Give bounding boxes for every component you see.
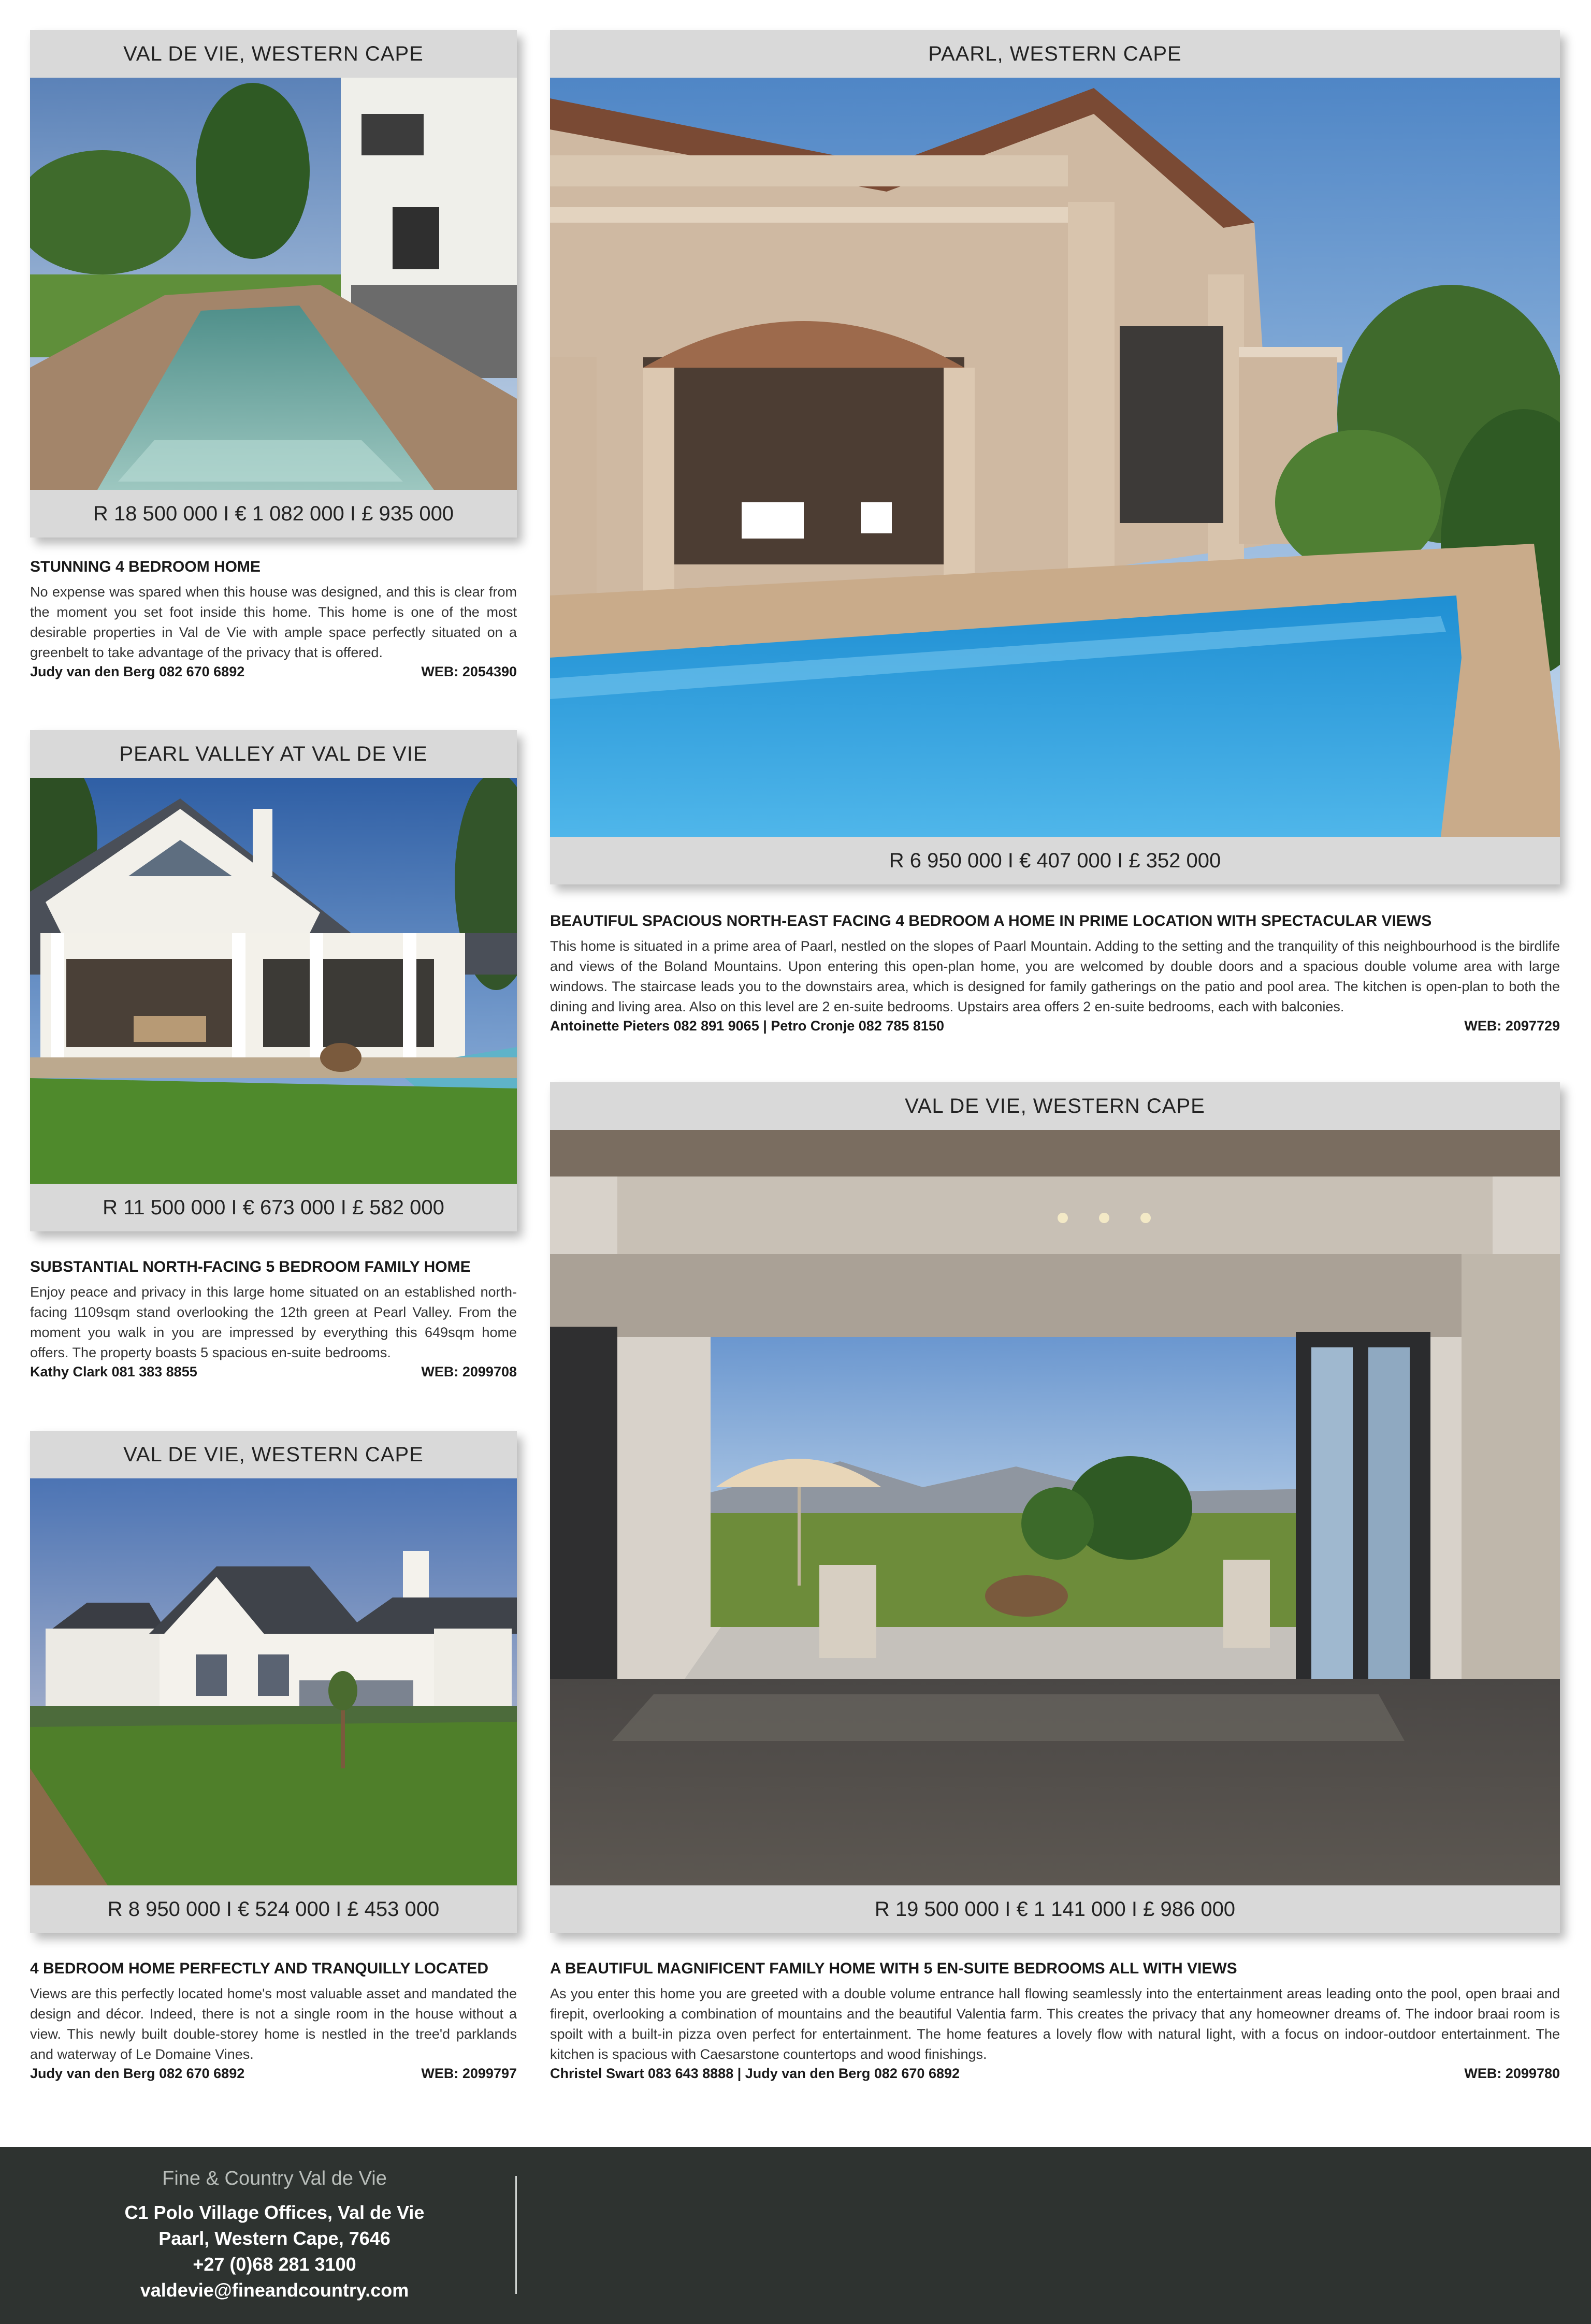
agent-contacts: Judy van den Berg 082 670 6892 <box>30 2066 245 2081</box>
agent-contacts: Judy van den Berg 082 670 6892 <box>30 664 245 679</box>
listing-title: STUNNING 4 BEDROOM HOME <box>30 558 261 575</box>
property-photo <box>30 778 517 1184</box>
property-photo <box>30 1478 517 1885</box>
web-reference: WEB: 2099780 <box>1464 2066 1560 2081</box>
agent-contacts: Kathy Clark 081 383 8855 <box>30 1364 197 1379</box>
web-reference: WEB: 2097729 <box>1464 1018 1560 1034</box>
listing-description-3 <box>30 1960 517 2082</box>
listing-body: No expense was spared when this house was designed, and this is clear from the moment you set foot inside this home. This home is one of the most desirable properties in Val de Vie with ample space perfectly situated on a greenbelt to take advantage of the privacy that is offered. <box>30 584 517 660</box>
location-header: PEARL VALLEY AT VAL DE VIE <box>30 730 517 778</box>
listing-body: As you enter this home you are greeted with a double volume entrance hall flowing seamlessly into the entertainment areas leading onto the pool, open braai and firepit, overlooking a combination of mountains and the beautiful Valentia farm. This creates the privacy that any homeowner dreams of. The indoor braai room is spoilt with a built-in pizza oven perfect for entertainment. The home features a lovely flow with natural light, with a focus on indoor-outdoor entertainment. The kitchen is spacious with Caesarstone countertops and wood finishings. <box>550 1986 1560 2062</box>
price-bar: R 18 500 000 I € 1 082 000 I £ 935 000 <box>30 490 517 538</box>
office-footer <box>0 2147 1591 2324</box>
price-bar: R 8 950 000 I € 524 000 I £ 453 000 <box>30 1885 517 1933</box>
address-line-2: Paarl, Western Cape, 7646 <box>158 2228 390 2249</box>
location-header: VAL DE VIE, WESTERN CAPE <box>30 30 517 78</box>
listing-card-4 <box>550 30 1560 884</box>
web-reference: WEB: 2054390 <box>421 664 517 679</box>
listing-card-3 <box>30 1431 517 1933</box>
property-photo <box>550 78 1560 837</box>
address-line-1: C1 Polo Village Offices, Val de Vie <box>124 2202 425 2223</box>
price-bar: R 6 950 000 I € 407 000 I £ 352 000 <box>550 837 1560 884</box>
web-reference: WEB: 2099708 <box>421 1364 517 1379</box>
listing-body: Enjoy peace and privacy in this large home situated on an established north-facing 1109sqm stand overlooking the 12th green at Pearl Valley. From the moment you walk in you are impressed by everything this 649sqm home offers. The property boasts 5 spacious en-suite bedrooms. <box>30 1284 517 1360</box>
listing-title: A BEAUTIFUL MAGNIFICENT FAMILY HOME WITH 5 EN-SUITE BEDROOMS ALL WITH VIEWS <box>550 1960 1237 1977</box>
listing-description-5 <box>550 1960 1560 2082</box>
listing-card-1 <box>30 30 517 538</box>
office-address <box>41 2200 508 2303</box>
price-bar: R 19 500 000 I € 1 141 000 I £ 986 000 <box>550 1885 1560 1933</box>
location-header: VAL DE VIE, WESTERN CAPE <box>30 1431 517 1478</box>
price-bar: R 11 500 000 I € 673 000 I £ 582 000 <box>30 1184 517 1231</box>
listing-card-5 <box>550 1082 1560 1933</box>
listing-description-4 <box>550 912 1560 1034</box>
listing-title: 4 BEDROOM HOME PERFECTLY AND TRANQUILLY LOCATED <box>30 1960 489 1977</box>
listing-title: BEAUTIFUL SPACIOUS NORTH-EAST FACING 4 BEDROOM A HOME IN PRIME LOCATION WITH SPECTACULAR VIEWS <box>550 912 1432 929</box>
location-header: PAARL, WESTERN CAPE <box>550 30 1560 78</box>
office-brand: Fine & Country Val de Vie <box>162 2168 387 2189</box>
listing-body: This home is situated in a prime area of Paarl, nestled on the slopes of Paarl Mountain. Adding to the setting and the tranquility of this neighbourhood is the birdlife and views of the Boland Mountains. Upon entering this open-plan home, you are welcomed by double doors and a spacious double volume area with large windows. The staircase leads you to the downstairs area, which is designed for family gatherings on the patio and pool area. The kitchen is open-plan to both the dining and living area. Also on this level are 2 en-suite bedrooms. Upstairs area offers 2 en-suite bedrooms, each with balconies. <box>550 938 1560 1014</box>
office-email[interactable]: valdevie@fineandcountry.com <box>140 2279 409 2301</box>
property-photo <box>550 1130 1560 1885</box>
listing-description-2 <box>30 1258 517 1380</box>
property-photo <box>30 78 517 490</box>
listing-body: Views are this perfectly located home's most valuable asset and mandated the design and décor. Indeed, there is not a single room in the house without a view. This newly built double-storey home is nestled in the tree'd parklands and waterway of Le Domaine Vines. <box>30 1986 517 2062</box>
agent-contacts: Antoinette Pieters 082 891 9065 | Petro Cronje 082 785 8150 <box>550 1018 944 1034</box>
location-header: VAL DE VIE, WESTERN CAPE <box>550 1082 1560 1130</box>
listing-title: SUBSTANTIAL NORTH-FACING 5 BEDROOM FAMILY HOME <box>30 1258 471 1275</box>
web-reference: WEB: 2099797 <box>421 2066 517 2081</box>
listing-card-2 <box>30 730 517 1231</box>
office-phone[interactable]: +27 (0)68 281 3100 <box>193 2254 356 2275</box>
listing-description-1 <box>30 558 517 680</box>
footer-divider <box>515 2176 517 2294</box>
agent-contacts: Christel Swart 083 643 8888 | Judy van den Berg 082 670 6892 <box>550 2066 960 2081</box>
